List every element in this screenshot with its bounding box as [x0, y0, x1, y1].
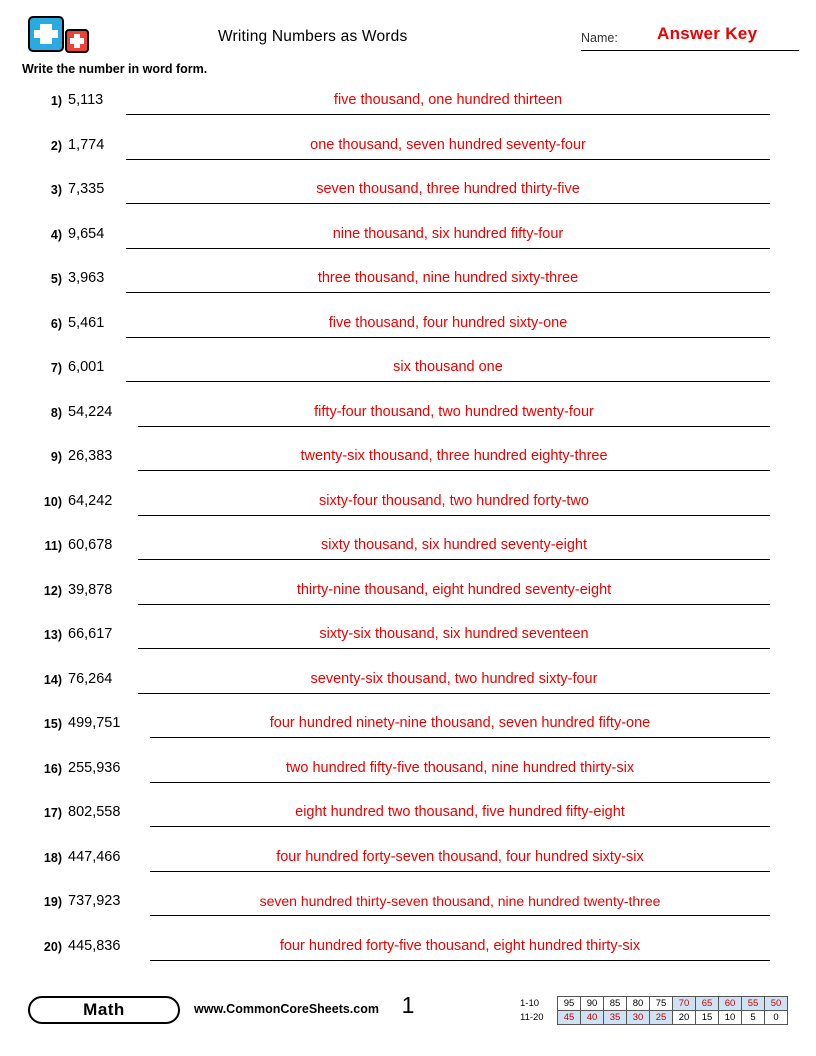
answer-text: two hundred fifty-five thousand, nine hundred thirty-six [285, 759, 635, 776]
answer-line[interactable] [126, 159, 770, 160]
score-cell: 20 [673, 1011, 696, 1025]
page-title: Writing Numbers as Words [218, 28, 408, 45]
answer-text: five thousand, one hundred thirteen [333, 92, 563, 108]
problem-number: 9) [50, 450, 62, 464]
problem-value: 60,678 [68, 537, 113, 553]
answer-line[interactable] [138, 515, 770, 516]
name-rule [581, 50, 799, 51]
problem-value: 54,224 [68, 403, 113, 420]
problem-number: 6) [50, 316, 62, 331]
problem-value: 5,461 [68, 314, 105, 331]
answer-line[interactable] [138, 693, 770, 694]
score-cell: 75 [650, 997, 673, 1011]
score-cell: 60 [719, 997, 742, 1011]
problem-number: 15) [43, 717, 62, 731]
worksheet-footer [28, 992, 788, 1040]
score-cell: 45 [558, 1011, 581, 1025]
score-cell: 50 [765, 997, 788, 1011]
answer-text: sixty thousand, six hundred seventy-eight [321, 537, 587, 553]
answer-line[interactable] [126, 292, 770, 293]
problem-number: 20) [43, 939, 62, 954]
problem-row [28, 216, 788, 261]
problem-row [28, 260, 788, 305]
problem-value: 5,113 [68, 92, 104, 108]
problem-row [28, 705, 788, 750]
answer-text: sixty-four thousand, two hundred forty-two [319, 492, 589, 509]
score-cell: 85 [604, 997, 627, 1011]
answer-text: four hundred forty-five thousand, eight hundred thirty-six [279, 937, 641, 954]
problem-value: 66,617 [68, 626, 113, 642]
problem-row [28, 750, 788, 795]
problem-value: 9,654 [68, 225, 105, 242]
problem-number: 14) [43, 672, 62, 687]
problem-number: 12) [43, 583, 62, 598]
subject-badge: Math [28, 996, 180, 1024]
problem-row [28, 616, 788, 661]
answer-text: seven hundred thirty-seven thousand, nine hundred twenty-three [259, 893, 661, 909]
answer-text: nine thousand, six hundred fifty-four [332, 225, 564, 242]
problem-value: 499,751 [68, 715, 121, 731]
problem-row [28, 483, 788, 528]
score-range-label: 1-10 [520, 998, 540, 1009]
problem-list [28, 82, 788, 972]
problem-row [28, 82, 788, 127]
score-cell: 25 [650, 1011, 673, 1025]
problem-value: 39,878 [68, 581, 113, 598]
problem-row [28, 661, 788, 706]
problem-row [28, 305, 788, 350]
problem-row [28, 127, 788, 172]
score-table [519, 996, 788, 1025]
answer-text: thirty-nine thousand, eight hundred seventy-eight [296, 581, 612, 598]
problem-row [28, 438, 788, 483]
problem-number: 4) [50, 227, 62, 242]
answer-text: fifty-four thousand, two hundred twenty-four [314, 403, 594, 420]
problem-number: 16) [43, 761, 62, 776]
problem-value: 3,963 [68, 270, 105, 286]
answer-line[interactable] [126, 337, 770, 338]
problem-value: 1,774 [68, 136, 105, 153]
problem-value: 447,466 [68, 848, 121, 865]
problem-row [28, 171, 788, 216]
answer-text: sixty-six thousand, six hundred seventeen [319, 626, 589, 642]
answer-line[interactable] [150, 871, 770, 872]
instructions: Write the number in word form. [22, 62, 208, 76]
answer-line[interactable] [126, 248, 770, 249]
score-cell: 95 [558, 997, 581, 1011]
answer-text: six thousand one [393, 359, 503, 375]
answer-text: three thousand, nine hundred sixty-three [317, 270, 579, 286]
answer-line[interactable] [126, 114, 770, 115]
answer-line[interactable] [138, 604, 770, 605]
problem-value: 6,001 [68, 359, 105, 375]
answer-line[interactable] [126, 203, 770, 204]
answer-text: eight hundred two thousand, five hundred fifty-eight [295, 804, 625, 820]
worksheet-header [28, 14, 788, 60]
answer-text: five thousand, four hundred sixty-one [328, 314, 568, 331]
problem-number: 7) [50, 361, 62, 375]
problem-number: 11) [44, 539, 62, 553]
page-number: 1 [401, 992, 415, 1018]
answer-key-label: Answer Key [657, 24, 758, 43]
score-cell: 70 [673, 997, 696, 1011]
answer-text: four hundred forty-seven thousand, four hundred sixty-six [276, 848, 644, 865]
problem-number: 18) [43, 850, 62, 865]
problem-row [28, 527, 788, 572]
score-cell: 5 [742, 1011, 765, 1025]
answer-line[interactable] [138, 648, 770, 649]
problem-row [28, 349, 788, 394]
answer-text: seven thousand, three hundred thirty-five [316, 181, 580, 197]
name-label: Name: [581, 31, 618, 45]
score-cell: 90 [581, 997, 604, 1011]
answer-text: one thousand, seven hundred seventy-four [310, 136, 586, 153]
score-cell: 10 [719, 1011, 742, 1025]
score-cell: 55 [742, 997, 765, 1011]
problem-number: 8) [50, 405, 62, 420]
problem-value: 802,558 [68, 804, 121, 820]
problem-number: 1) [50, 94, 62, 108]
answer-line[interactable] [150, 737, 770, 738]
score-cell: 80 [627, 997, 650, 1011]
score-cell: 0 [765, 1011, 788, 1025]
score-cell: 30 [627, 1011, 650, 1025]
answer-line[interactable] [138, 559, 770, 560]
problem-value: 255,936 [68, 759, 121, 776]
problem-value: 26,383 [68, 448, 113, 464]
answer-line[interactable] [150, 826, 770, 827]
problem-value: 64,242 [68, 492, 113, 509]
score-cell: 15 [696, 1011, 719, 1025]
problem-row [28, 883, 788, 928]
score-range-label: 11-20 [520, 1012, 544, 1023]
problem-row [28, 928, 788, 973]
problem-value: 737,923 [68, 893, 121, 909]
problem-number: 13) [43, 628, 62, 642]
answer-line[interactable] [150, 960, 770, 961]
answer-text: four hundred ninety-nine thousand, seven hundred fifty-one [269, 715, 651, 731]
website-link[interactable]: www.CommonCoreSheets.com [194, 1002, 379, 1016]
problem-value: 76,264 [68, 670, 113, 687]
answer-text: seventy-six thousand, two hundred sixty-four [310, 670, 598, 687]
problem-value: 445,836 [68, 937, 121, 954]
problem-value: 7,335 [68, 181, 105, 197]
problem-row [28, 794, 788, 839]
answer-line[interactable] [138, 470, 770, 471]
score-cell: 65 [696, 997, 719, 1011]
answer-line[interactable] [126, 381, 770, 382]
problem-row [28, 394, 788, 439]
problem-number: 5) [50, 272, 62, 286]
score-row-2 [519, 1011, 788, 1025]
score-cell: 35 [604, 1011, 627, 1025]
answer-line[interactable] [150, 782, 770, 783]
problem-number: 10) [43, 494, 62, 509]
score-cell: 40 [581, 1011, 604, 1025]
problem-number: 3) [50, 183, 62, 197]
answer-line[interactable] [138, 426, 770, 427]
problem-row [28, 839, 788, 884]
problem-row [28, 572, 788, 617]
answer-line[interactable] [150, 915, 770, 916]
problem-number: 19) [43, 895, 62, 909]
problem-number: 2) [50, 138, 62, 153]
answer-text: twenty-six thousand, three hundred eighty-three [300, 448, 608, 464]
math-blocks-logo-icon [28, 16, 102, 60]
problem-number: 17) [43, 806, 62, 820]
score-row-1 [519, 997, 788, 1011]
